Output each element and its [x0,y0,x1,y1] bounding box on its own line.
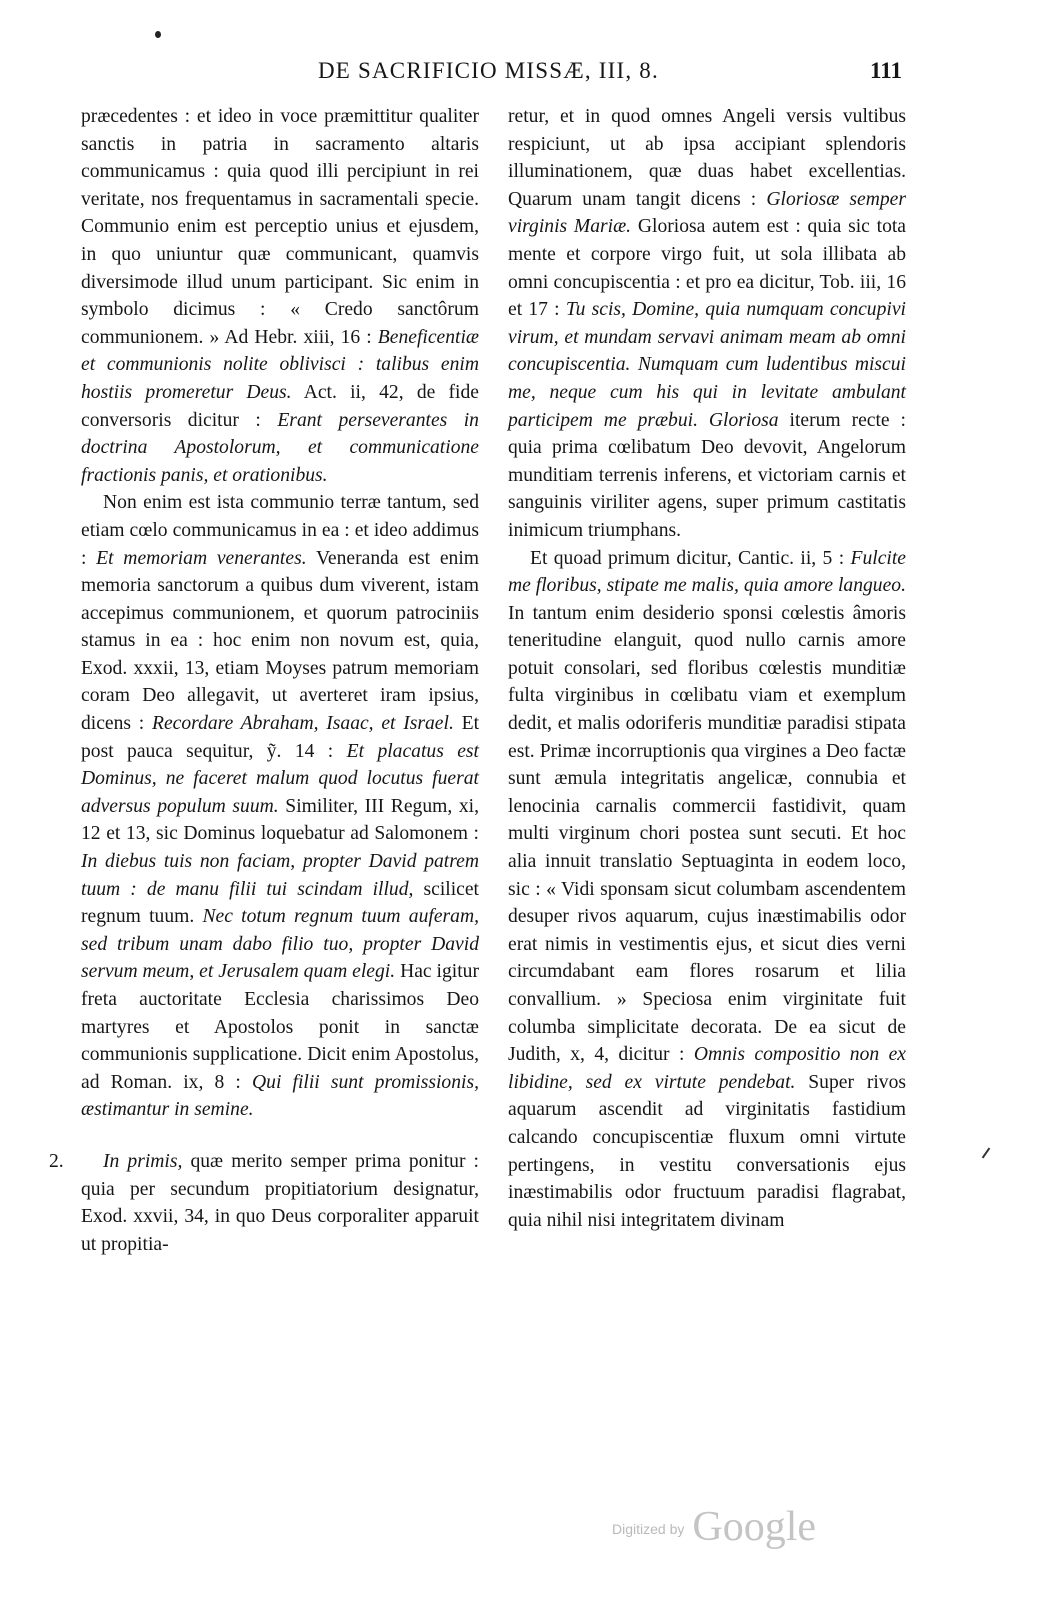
running-head [0,58,1062,88]
left-paragraph-2 [81,489,479,1124]
text-run: præcedentes : et ideo in voce præmittitur qualiter sanctis in patria in sacramento altaris communicamus : quia quod illi percipiunt in rei veritate, nos frequentamus in sacramentali specie. Communio enim est perceptio unius et ejusdem, in quo uniuntur quæ communicant, quamvis diversimode illud unum participant. Sic enim in symbolo dicimus : « Credo sanctôrum communionem. » Ad Hebr. xiii, 16 : [81,106,479,348]
digitization-watermark [612,1503,816,1551]
text-run: Super rivos aquarum ascendit ad virginitatis fastidium calcando concupiscentiæ fluxum omni virtute pertingens, in vestitu conversationis ejus inæstimabilis odor fructuum paradisi flagrabat, quia nihil nisi integritatem divinam [508,1071,907,1231]
text-run: retur, et in quod omnes Angeli versis vultibus respiciunt, ut ab ipsa accipiant splendoris illuminationem, quæ duas habet excellentias. Quarum unam tangit dicens : [508,106,906,210]
text-run: Et quoad primum dicitur, Cantic. ii, 5 : [530,547,851,569]
text-run: scilicet regnum tuum. [81,878,480,928]
marginal-number: 2. [49,1150,64,1172]
italic-run: Et memoriam venerantes. [96,547,307,569]
italic-run: Gloriosæ semper virginis Mariæ. [508,188,906,238]
text-run: Gloriosa autem est : quia sic tota mente et corpore virgo fuit, ut sola illibata ab omni concupiscentia : et pro ea dicitur, Tob. iii, 16 et 17 : [508,216,907,321]
italic-run: Omnis compositio non ex libidine, sed ex virtute pendebat. [508,1044,906,1093]
digitized-label: Digitized by [612,1521,685,1537]
text-run: In tantum enim desiderio sponsi cœlestis âmoris teneritudine elanguit, quod nullo carnis amore potuit consolari, sed floribus cœlestis munditiæ fulta virginibus in cœlibatu viam et exemplum dedit, et malis odoriferis munditiæ paradisi stipata est. Primæ incorruptionis qua virgines a Deo factæ sunt æmula integritatis angelicæ, connubia et lenocinia carnalis commercii fastidivit, quam multi virginum chori postea sunt secuti. Et hoc alia innuit translatio Septuaginta in eodem loco, sic : « Vidi sponsam sicut columbam ascendentem desuper rivos aquarum, cujus inæstimabilis odor erat nimis in vestimentis ejus, et sicut dies verni circumdabant eam flores rosarum et lilia convallium. » Speciosa enim virginitate fuit columba simplicitate decorata. De ea sicut de Judith, x, 4, dicitur : [508,602,906,1066]
pen-mark [982,1148,991,1159]
page-number: 111 [870,58,902,83]
italic-run: Erant perseverantes in doctrina Apostolorum, et communicatione fractionis panis, et orationibus. [81,409,479,486]
italic-run: Qui filii sunt promissionis, æstimantur in semine. [81,1071,479,1121]
italic-run: Nec totum regnum tuum auferam, sed tribum unam dabo filio tuo, propter David servum meum, et Jerusalem quam elegi. [81,906,480,983]
google-logo: Google [692,1504,817,1550]
text-run: iterum recte : quia prima cœlibatum Deo devovit, Angelorum munditiam terrenis inferens, et victoriam carnis et sanguinis viriliter agens, super primum castitatis inimicum triumphans. [508,409,906,541]
left-paragraph-1 [81,103,479,489]
italic-run: Beneficentiæ et communionis nolite oblivisci : talibus enim hostiis promeretur Deus. [81,326,479,403]
text-run: Non enim est ista communio terræ tantum, sed etiam cœlo communicamus in ea : et ideo addimus : [81,492,479,569]
right-paragraph-2 [508,545,906,1235]
text-run: Et post pauca sequitur, ỹ. 14 : [81,713,480,762]
right-paragraph-1 [508,103,906,545]
italic-run: Et placatus est Dominus, ne faceret malum quod locutus fuerat adversus populum suum. [81,740,479,817]
text-run: Hac igitur freta auctoritate Ecclesia charissimos Deo martyres et Apostolos ponit in sanctæ communionis supplicatione. Dicit enim Apostolus, ad Roman. ix, 8 : [81,961,479,1093]
right-column [508,103,906,1234]
left-paragraph-3 [49,1148,479,1258]
text-run: Similiter, III Regum, xi, 12 et 13, sic Dominus loquebatur ad Salomonem : [81,795,479,845]
running-title: DE SACRIFICIO MISSÆ, III, 8. [318,58,659,83]
italic-run: Recordare Abraham, Isaac, et Israel. [152,713,454,735]
italic-run: Tu scis, Domine, quia numquam concupivi virum, et mundam servavi animam meam ab omni concupiscentia. Numquam cum ludentibus miscui me, neque cum his qui in levitate ambulant participem me præbui. Gloriosa [508,299,906,431]
stray-dot-mark [155,31,161,38]
italic-run: In diebus tuis non faciam, propter David patrem tuum : de manu filii tui scindam illud, [81,851,479,900]
italic-run: In primis, [103,1150,183,1172]
italic-run: Fulcite me floribus, stipate me malis, quia amore langueo. [508,547,906,597]
text-run: quæ merito semper prima ponitur : quia per secundum propitiatorium designatur, Exod. xxvii, 34, in quo Deus corporaliter apparuit ut propitia- [81,1150,479,1255]
text-run: Act. ii, 42, de fide conversoris dicitur : [81,381,479,431]
left-column [49,103,480,1258]
text-run: Veneranda est enim memoria sanctorum a quibus dum viverent, istam accepimus communionem, et quorum patrociniis stamus in ea : hoc enim non novum est, quia, Exod. xxxii, 13, etiam Moyses patrum memoriam coram Deo allegavit, ut averteret iram ipsius, dicens : [81,547,480,735]
